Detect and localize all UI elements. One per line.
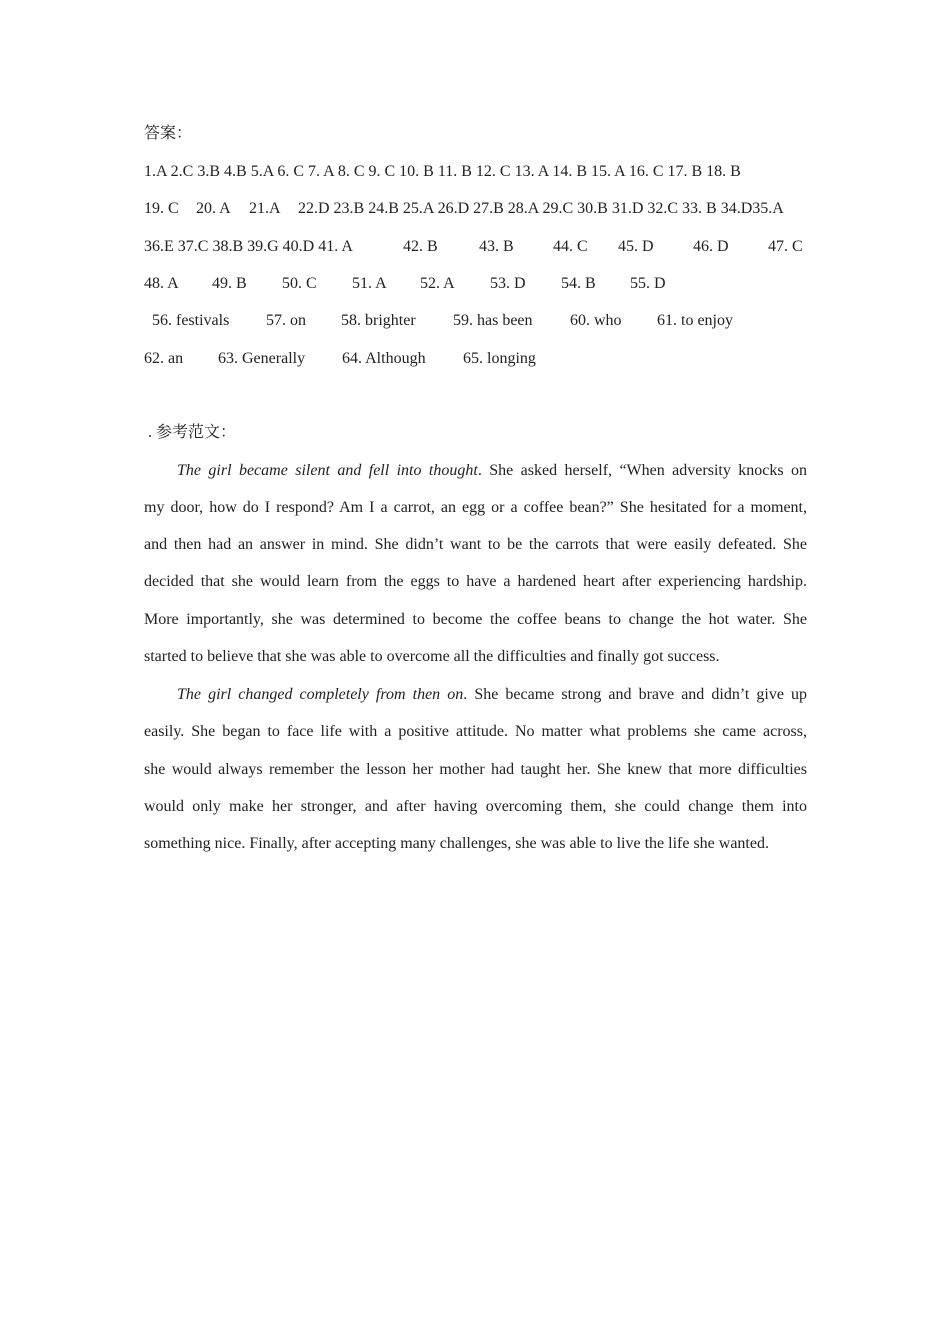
answer-item: 36.E 37.C 38.B 39.G 40.D 41. A bbox=[144, 238, 353, 255]
answer-item: 1.A 2.C 3.B 4.B 5.A 6. C 7. A 8. C 9. C 10. B 11. B 12. C 13. A 14. B 15. A 16. C 17. B 18. B bbox=[144, 163, 741, 180]
answer-item: 55. D bbox=[630, 275, 666, 292]
answer-item: 49. B bbox=[212, 275, 247, 292]
answer-item: 44. C bbox=[553, 238, 588, 255]
answer-item: 57. on bbox=[266, 312, 306, 329]
answer-item: 53. D bbox=[490, 275, 526, 292]
essay-paragraph-1-line-3: and then had an answer in mind. She didn’t want to be the carrots that were easily defeated. She bbox=[144, 536, 807, 553]
answer-item: 59. has been bbox=[453, 312, 533, 329]
answer-item: 47. C bbox=[768, 238, 803, 255]
essay-paragraph-2-line-4: would only make her stronger, and after having overcoming them, she could change them into bbox=[144, 798, 807, 815]
essay-paragraph-1-line-5: More importantly, she was determined to become the coffee beans to change the hot water. She bbox=[144, 611, 807, 628]
essay-paragraph-1-line-6: started to believe that she was able to overcome all the difficulties and finally got success. bbox=[144, 648, 720, 665]
answer-item: 19. C bbox=[144, 200, 179, 217]
answer-item: 21.A bbox=[249, 200, 281, 217]
essay-paragraph-1-line-1 bbox=[177, 461, 807, 481]
essay-paragraph-1-lead: The girl became silent and fell into thought bbox=[177, 462, 478, 479]
essay-paragraph-2-line-1 bbox=[177, 685, 807, 705]
answer-item: 42. B bbox=[403, 238, 438, 255]
answer-item: 22.D 23.B 24.B 25.A 26.D 27.B 28.A 29.C 30.B 31.D 32.C 33. B 34.D35.A bbox=[298, 200, 784, 217]
answer-item: 62. an bbox=[144, 350, 184, 367]
answer-item: 45. D bbox=[618, 238, 654, 255]
answer-item: 50. C bbox=[282, 275, 317, 292]
answer-item: 46. D bbox=[693, 238, 729, 255]
essay-paragraph-2-line-5: something nice. Finally, after accepting many challenges, she was able to live the life she wanted. bbox=[144, 835, 769, 852]
essay-heading: . 参考范文： bbox=[148, 424, 237, 441]
essay-paragraph-2-lead: The girl changed completely from then on bbox=[177, 686, 464, 703]
answer-item: 54. B bbox=[561, 275, 596, 292]
essay-text: . She asked herself, “When adversity knocks on bbox=[477, 462, 808, 479]
answers-heading: 答案： bbox=[144, 125, 193, 142]
answer-item: 58. brighter bbox=[341, 312, 416, 329]
answer-item: 60. who bbox=[570, 312, 622, 329]
answer-item: 51. A bbox=[352, 275, 387, 292]
answer-item: 61. to enjoy bbox=[657, 312, 733, 329]
essay-paragraph-2-line-3: she would always remember the lesson her mother had taught her. She knew that more difficulties bbox=[144, 761, 807, 778]
answer-item: 52. A bbox=[420, 275, 455, 292]
answer-item: 48. A bbox=[144, 275, 179, 292]
essay-paragraph-1-line-4: decided that she would learn from the eggs to have a hardened heart after experiencing hardship. bbox=[144, 573, 807, 590]
answer-item: 56. festivals bbox=[152, 312, 230, 329]
answer-item: 64. Although bbox=[342, 350, 426, 367]
essay-text: . She became strong and brave and didn’t give up bbox=[463, 686, 808, 703]
essay-paragraph-2-line-2: easily. She began to face life with a positive attitude. No matter what problems she came across, bbox=[144, 723, 807, 740]
answer-item: 63. Generally bbox=[218, 350, 306, 367]
answer-item: 65. longing bbox=[463, 350, 536, 367]
answer-item: 43. B bbox=[479, 238, 514, 255]
essay-paragraph-1-line-2: my door, how do I respond? Am I a carrot, an egg or a coffee bean?” She hesitated for a moment, bbox=[144, 499, 807, 516]
answer-item: 20. A bbox=[196, 200, 231, 217]
